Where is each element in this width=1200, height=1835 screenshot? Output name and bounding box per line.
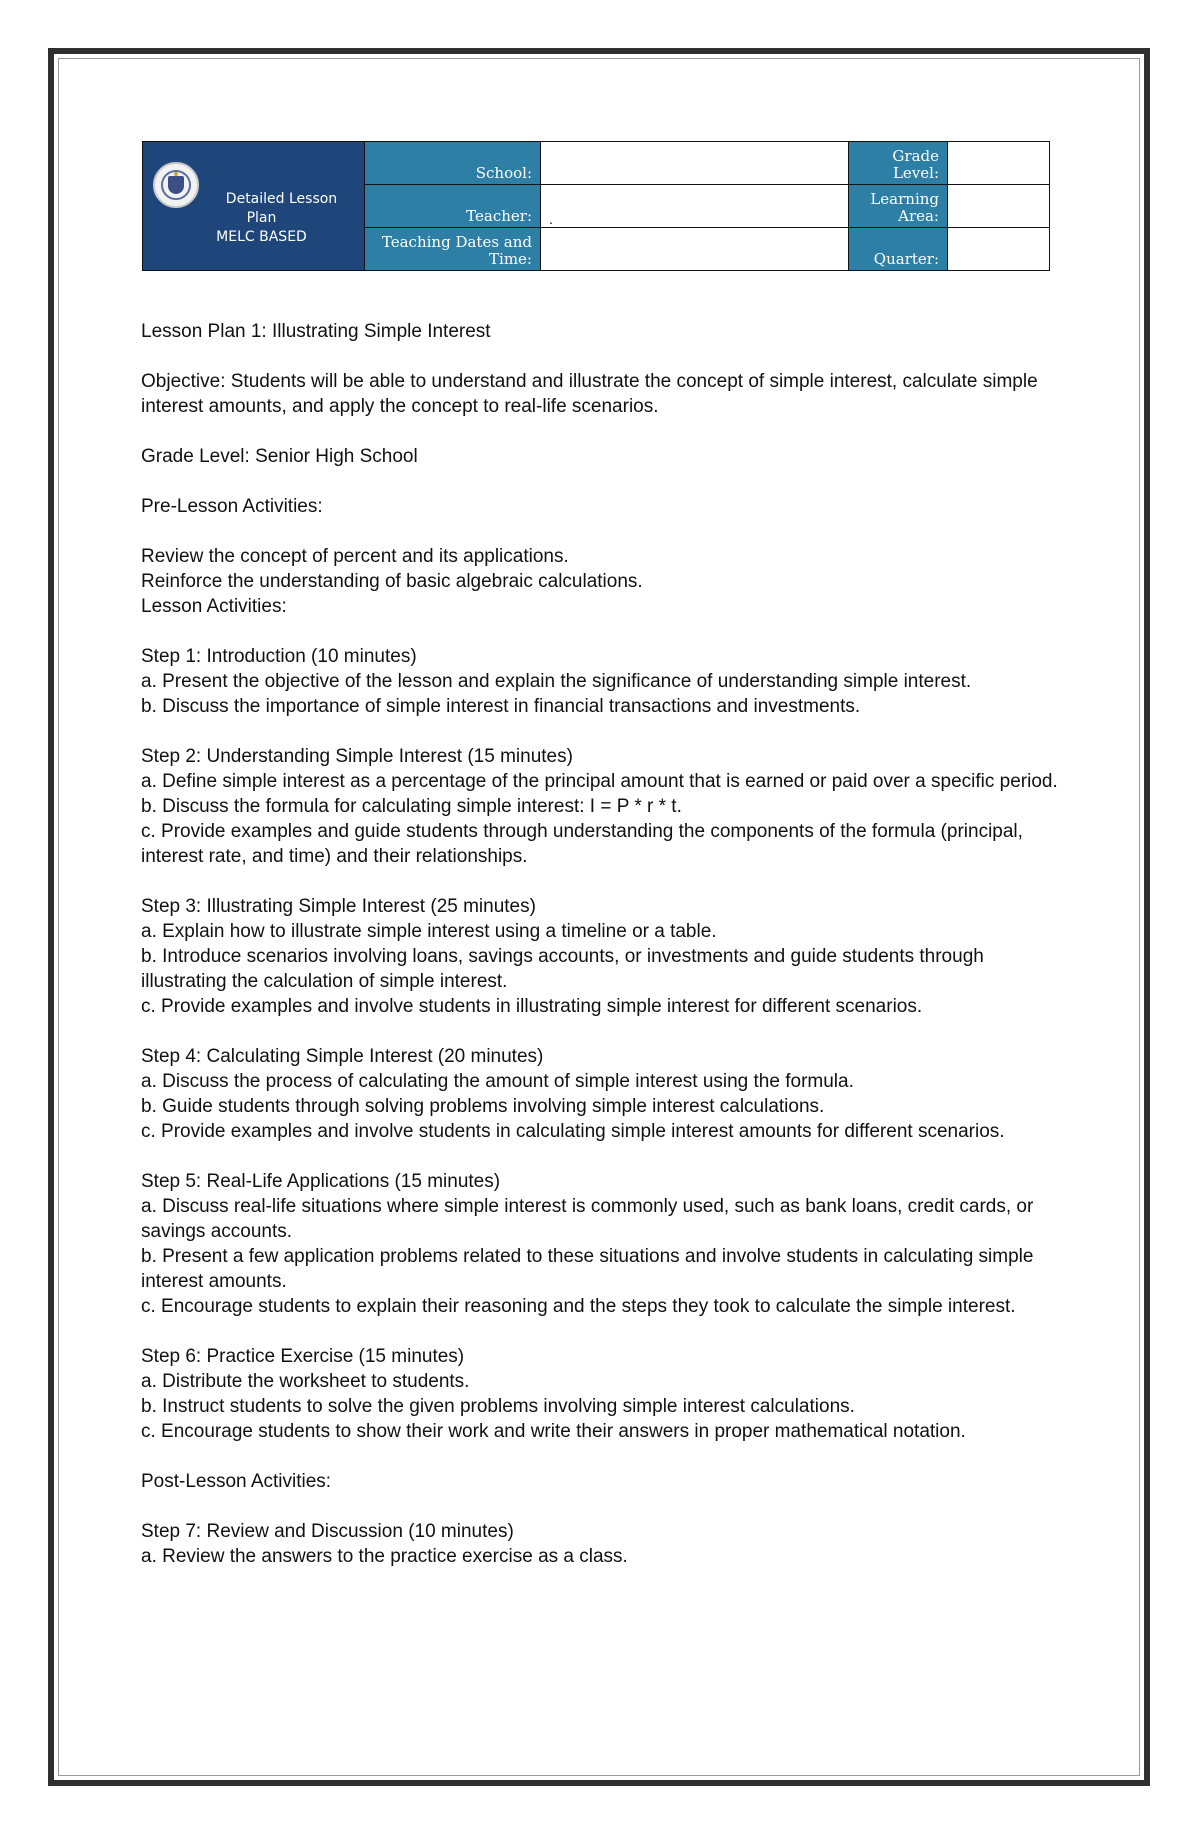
step-item: b. Present a few application problems related to these situations and involve students in calculating simple interest amounts. <box>141 1246 1034 1292</box>
step-item: a. Define simple interest as a percentage of the principal amount that is earned or paid over a specific period. <box>141 771 1058 792</box>
step-item: a. Explain how to illustrate simple interest using a timeline or a table. <box>141 921 717 942</box>
step-item: b. Instruct students to solve the given problems involving simple interest calculations. <box>141 1396 855 1417</box>
step-item: c. Provide examples and guide students through understanding the components of the formula (principal, interest rate, and time) and their relationships. <box>141 821 1023 867</box>
header-title-line1: Detailed Lesson <box>225 191 338 207</box>
post-lesson-heading: Post-Lesson Activities: <box>141 1471 332 1492</box>
objective: Objective: Students will be able to understand and illustrate the concept of simple interest, calculate simple interest amounts, and apply the concept to real-life scenarios. <box>141 371 1038 417</box>
step-item: a. Review the answers to the practice exercise as a class. <box>141 1546 628 1567</box>
grade-level: Grade Level: Senior High School <box>141 446 418 467</box>
school-label: School: <box>365 142 541 185</box>
step-title: Step 6: Practice Exercise (15 minutes) <box>141 1346 465 1367</box>
step-item: b. Discuss the importance of simple interest in financial transactions and investments. <box>141 696 861 717</box>
step-title: Step 1: Introduction (10 minutes) <box>141 646 417 667</box>
grade-level-label: Grade Level: <box>849 142 948 185</box>
lesson-title: Lesson Plan 1: Illustrating Simple Interest <box>141 321 491 342</box>
lesson-plan-header-table <box>142 141 1050 271</box>
teacher-value: . <box>541 185 849 228</box>
learning-area-value <box>948 185 1050 228</box>
step-item: c. Provide examples and involve students in illustrating simple interest for different scenarios. <box>141 996 923 1017</box>
quarter-value <box>948 228 1050 271</box>
step-item: b. Introduce scenarios involving loans, savings accounts, or investments and guide students through illustrating the calculation of simple interest. <box>141 946 984 992</box>
step-title: Step 7: Review and Discussion (10 minutes) <box>141 1521 514 1542</box>
teaching-dates-label: Teaching Dates and Time: <box>365 228 541 271</box>
learning-area-label: Learning Area: <box>849 185 948 228</box>
step-item: c. Encourage students to explain their reasoning and the steps they took to calculate the simple interest. <box>141 1296 1016 1317</box>
step-item: c. Encourage students to show their work and write their answers in proper mathematical notation. <box>141 1421 966 1442</box>
teacher-label: Teacher: <box>365 185 541 228</box>
step-item: a. Discuss the process of calculating the amount of simple interest using the formula. <box>141 1071 854 1092</box>
header-title-line2: Plan <box>246 210 277 226</box>
lesson-plan-body <box>141 319 1061 1569</box>
grade-level-value <box>948 142 1050 185</box>
quarter-label: Quarter: <box>849 228 948 271</box>
header-title-line3: MELC BASED <box>216 229 307 245</box>
step-title: Step 2: Understanding Simple Interest (15 minutes) <box>141 746 573 767</box>
header-logo-cell <box>143 142 365 271</box>
step-title: Step 3: Illustrating Simple Interest (25 minutes) <box>141 896 536 917</box>
school-value <box>541 142 849 185</box>
pre-lesson-heading: Pre-Lesson Activities: <box>141 496 323 517</box>
header-title <box>199 190 364 247</box>
step-item: a. Discuss real-life situations where simple interest is commonly used, such as bank loans, credit cards, or savings accounts. <box>141 1196 1034 1242</box>
step-title: Step 5: Real-Life Applications (15 minutes) <box>141 1171 501 1192</box>
pre-lesson-item: Review the concept of percent and its applications. <box>141 546 569 567</box>
step-item: b. Guide students through solving problems involving simple interest calculations. <box>141 1096 825 1117</box>
teaching-dates-value <box>541 228 849 271</box>
lesson-activities-heading: Lesson Activities: <box>141 596 287 617</box>
step-item: a. Present the objective of the lesson and explain the significance of understanding simple interest. <box>141 671 972 692</box>
deped-seal-icon <box>153 162 199 208</box>
step-item: b. Discuss the formula for calculating simple interest: I = P * r * t. <box>141 796 682 817</box>
step-item: c. Provide examples and involve students in calculating simple interest amounts for different scenarios. <box>141 1121 1005 1142</box>
step-item: a. Distribute the worksheet to students. <box>141 1371 470 1392</box>
step-title: Step 4: Calculating Simple Interest (20 minutes) <box>141 1046 544 1067</box>
pre-lesson-item: Reinforce the understanding of basic algebraic calculations. <box>141 571 643 592</box>
